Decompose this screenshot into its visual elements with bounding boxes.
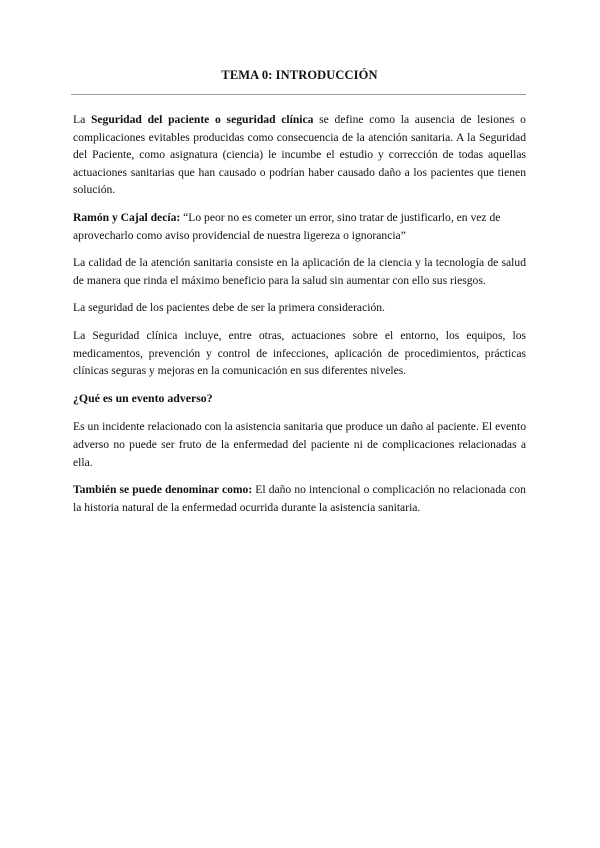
- alternative-name-text: El daño no intencional o complicación no relacionada con la historia natural de la enfermedad ocurrida durante la asistencia sanitaria.: [73, 483, 526, 514]
- paragraph-priority: La seguridad de los pacientes debe de ser la primera consideración.: [73, 301, 385, 315]
- section-heading-adverse-event: ¿Qué es un evento adverso?: [73, 390, 213, 405]
- document-title: TEMA 0: INTRODUCCIÓN: [221, 68, 378, 82]
- paragraph-definition-lead: La: [73, 113, 91, 126]
- paragraph-scope: La Seguridad clínica incluye, entre otras, actuaciones sobre el entorno, los equipos, los medicamentos, prevención y control de infecciones, aplicación de procedimientos, prácticas clínicas seguras y mejoras en la comunicación en sus diferentes niveles.: [73, 328, 526, 378]
- quote-author: Ramón y Cajal decía:: [73, 210, 181, 224]
- paragraph-definition-text: se define como la ausencia de lesiones o complicaciones evitables producidas como consecuencia de la atención sanitaria. A la Seguridad del Paciente, como asignatura (ciencia) le incumbe el estudio y corrección de todas aquellas actuaciones sanitarias que han causado o podrían haber causado daño a los pacientes que tienen solución.: [73, 113, 526, 197]
- paragraph-adverse-event: Es un incidente relacionado con la asistencia sanitaria que produce un daño al paciente. El evento adverso no puede ser fruto de la enfermedad del paciente ni de complicaciones relacionadas a ella.: [73, 420, 526, 469]
- paragraph-definition-term: Seguridad del paciente o seguridad clínica: [90, 113, 314, 126]
- alternative-name-label: También se puede denominar como:: [73, 483, 253, 497]
- paragraph-quality: La calidad de la atención sanitaria consiste en la aplicación de la ciencia y la tecnología de salud de manera que rinda el máximo beneficio para la salud sin aumentar con ello sus riesgos.: [73, 256, 526, 287]
- paragraph-quote: [73, 209, 526, 244]
- title-divider: [71, 94, 526, 95]
- quote-text: “Lo peor no es cometer un error, sino tratar de justificarlo, en vez de aprovecharlo como aviso providencial de nuestra ligereza o ignorancia”: [73, 210, 501, 242]
- document-page: [73, 68, 526, 526]
- paragraph-definition: [73, 111, 526, 199]
- paragraph-alternative-name: [73, 481, 526, 516]
